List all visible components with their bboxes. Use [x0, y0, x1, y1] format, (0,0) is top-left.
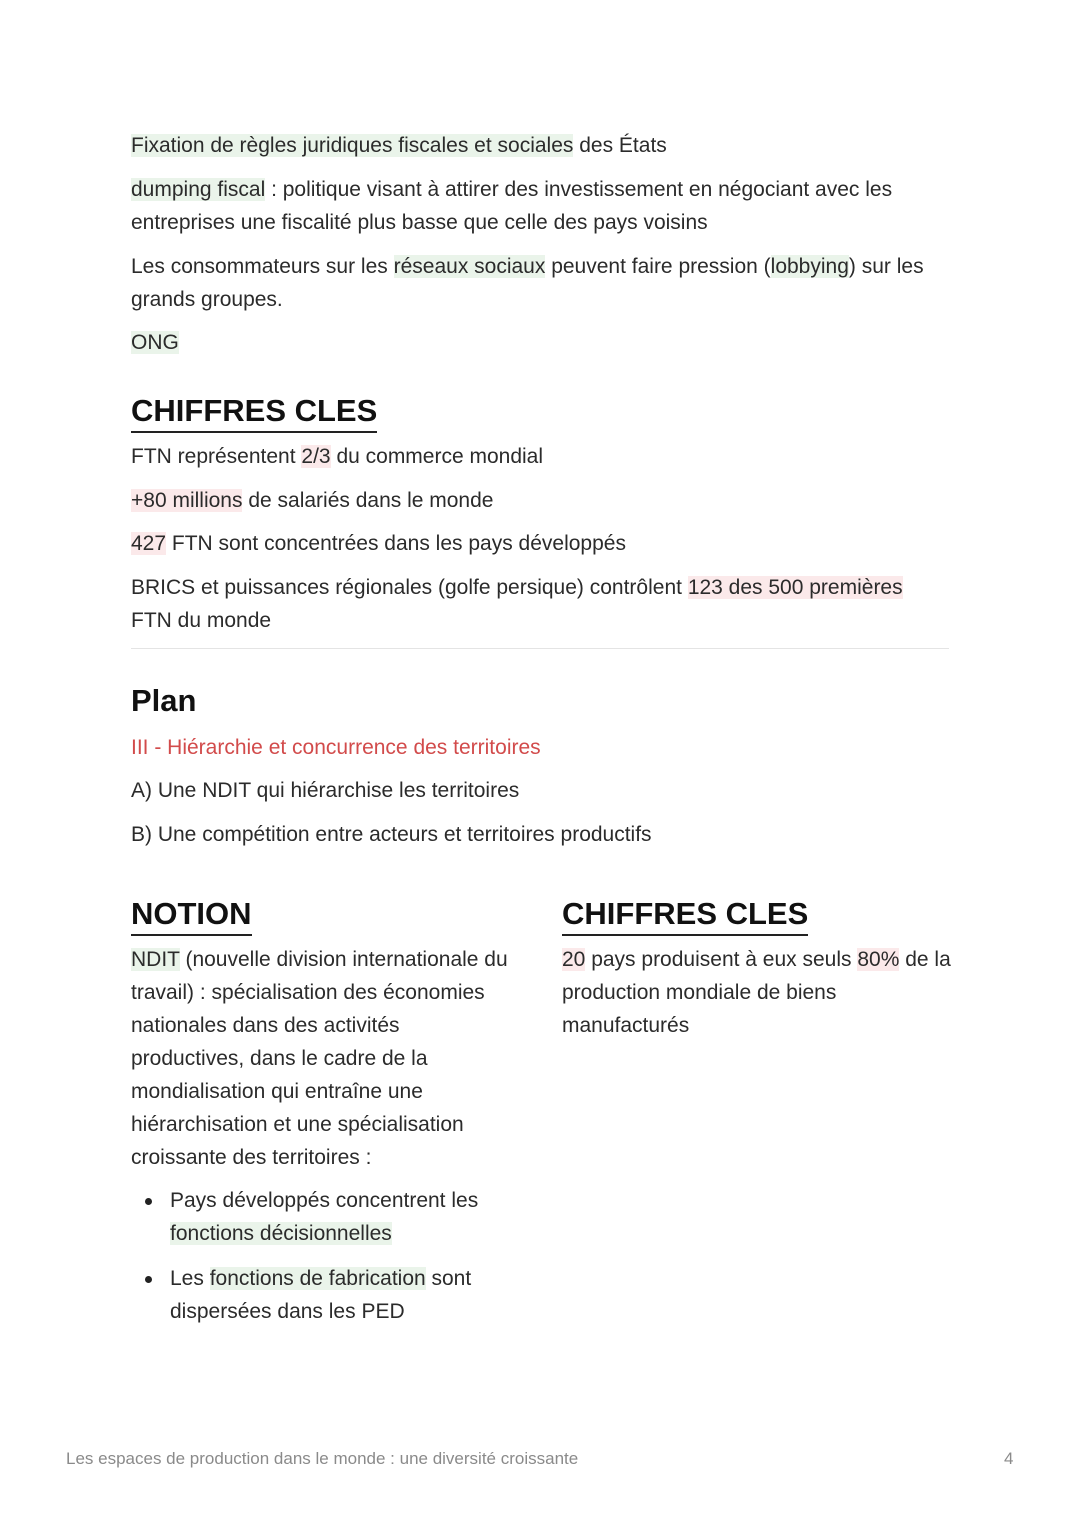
notion-definition	[131, 943, 516, 1174]
highlight: 123 des 500 premières	[687, 576, 903, 599]
highlight: ONG	[131, 331, 179, 354]
highlight: réseaux sociaux	[393, 255, 546, 278]
stat-production	[562, 943, 952, 1042]
highlight: lobbying	[770, 255, 849, 278]
highlight: dumping fiscal	[131, 178, 266, 201]
highlight: 20	[562, 948, 586, 971]
list-item	[131, 1184, 511, 1250]
plan-heading: Plan	[131, 683, 197, 718]
list-item	[131, 1262, 511, 1328]
section-heading-notion: NOTION	[131, 896, 252, 936]
bullet-icon	[145, 1276, 152, 1283]
stat-brics	[131, 571, 941, 637]
highlight: 2/3	[301, 445, 331, 468]
text: Pays développés concentrent les	[170, 1189, 479, 1212]
text: Les	[170, 1267, 210, 1290]
text: FTN du monde	[131, 609, 272, 632]
text: FTN représentent	[131, 445, 302, 468]
text: ) sur les grands groupes.	[131, 255, 924, 311]
plan-item-b: B) Une compétition entre acteurs et territoires productifs	[131, 823, 652, 846]
text: : politique visant à attirer des investissement en négociant avec les entreprises une fiscalité plus basse que celle des pays voisins	[131, 178, 893, 234]
ong-line	[131, 326, 179, 359]
highlight: NDIT	[131, 948, 180, 971]
text: de la production mondiale de biens manufacturés	[562, 948, 951, 1037]
stat-commerce	[131, 440, 543, 473]
highlight: 427	[131, 532, 167, 555]
page-number: 4	[1004, 1449, 1014, 1468]
consumers-paragraph	[131, 250, 931, 316]
text: des États	[573, 134, 667, 157]
section-heading-chiffres: CHIFFRES CLES	[131, 393, 377, 433]
text: de salariés dans le monde	[242, 489, 494, 512]
text: BRICS et puissances régionales (golfe persique) contrôlent	[131, 576, 688, 599]
text: Les consommateurs sur les	[131, 255, 394, 278]
text: (nouvelle division internationale du travail) : spécialisation des économies nationales dans des activités productives, dans le cadre de la mondialisation qui entraîne une hiérarchisation et une spécialisation croissante des territoires :	[131, 948, 508, 1169]
notion-bullet-list	[131, 1184, 511, 1340]
footer-title: Les espaces de production dans le monde : une diversité croissante	[66, 1449, 579, 1468]
text: peuvent faire pression (	[545, 255, 771, 278]
highlight: 80%	[857, 948, 900, 971]
highlight: +80 millions	[131, 489, 243, 512]
highlight: fonctions décisionnelles	[170, 1222, 392, 1245]
highlight: Fixation de règles juridiques fiscales et sociales	[131, 134, 574, 157]
text: pays produisent à eux seuls	[585, 948, 858, 971]
divider	[131, 648, 949, 649]
text: sont dispersées dans les PED	[170, 1267, 472, 1323]
text: du commerce mondial	[330, 445, 544, 468]
bullet-icon	[145, 1198, 152, 1205]
fixation-line	[131, 129, 667, 162]
highlight: fonctions de fabrication	[209, 1267, 426, 1290]
dumping-definition	[131, 173, 931, 239]
plan-item-a: A) Une NDIT qui hiérarchise les territoires	[131, 779, 520, 802]
text: FTN sont concentrées dans les pays développés	[166, 532, 626, 555]
plan-part-iii: III - Hiérarchie et concurrence des territoires	[131, 736, 541, 759]
section-heading-chiffres-2: CHIFFRES CLES	[562, 896, 808, 936]
stat-salaries	[131, 484, 493, 517]
stat-ftn-concentration	[131, 527, 626, 560]
